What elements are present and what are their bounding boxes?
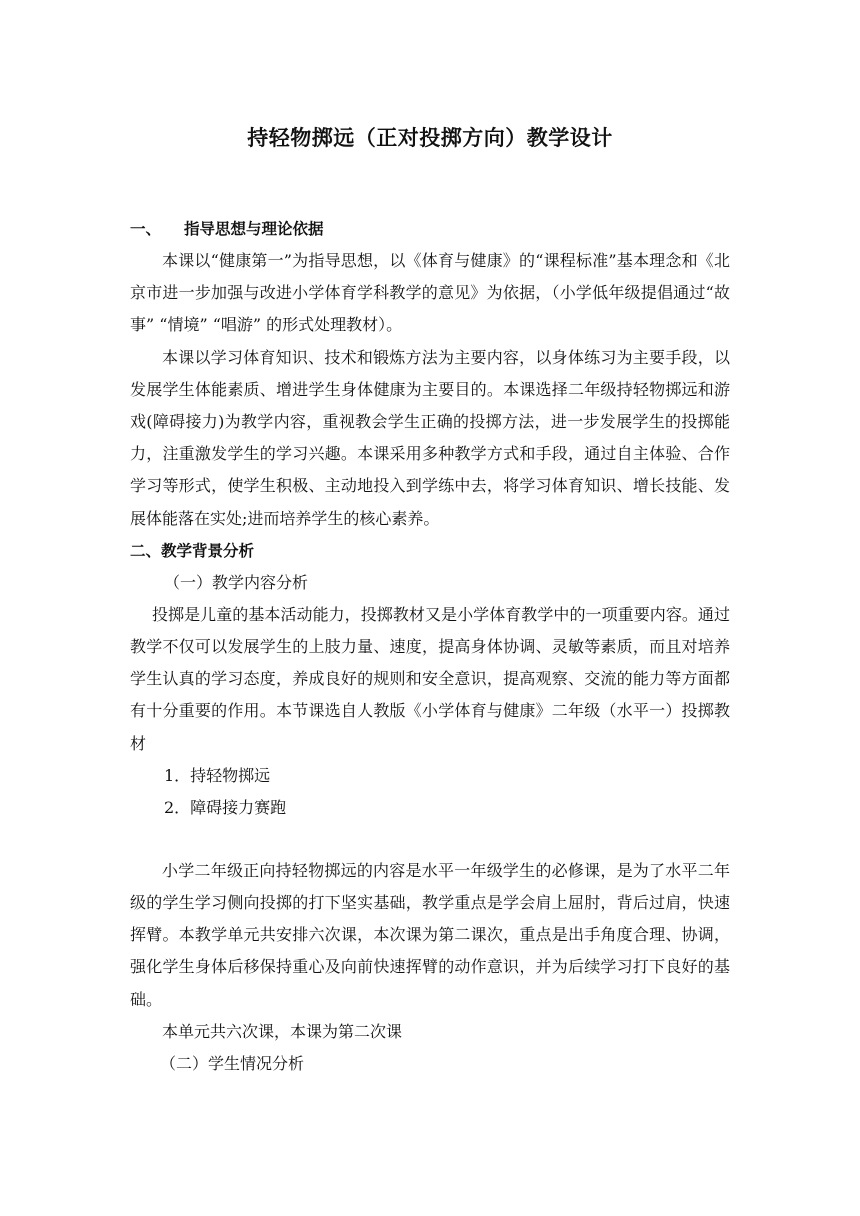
section-1-number: 一、 <box>130 220 162 238</box>
section-2-heading: 二、教学背景分析 <box>130 541 255 560</box>
document-title: 持轻物掷远（正对投掷方向）教学设计 <box>247 126 613 150</box>
paragraph-course-content: 本课以学习体育知识、技术和锻炼方法为主要内容，以身体练习为主要手段，以发展学生体能素质、增进学生身体健康为主要目的。本课选择二年级持轻物掷远和游戏(障碍接力)为教学内容，重视教会学生正确的投掷方法，进一步发展学生的投掷能力，注重激发学生的学习兴趣。本课采用多种教学方式和手段，通过自主体验、合作学习等形式，使学生积极、主动地投入到学练中去，将学习体育知识、增长技能、发展体能落在实处;进而培养学生的核心素养。 <box>130 347 730 528</box>
list-item-relay: 2．障碍接力赛跑 <box>164 797 287 817</box>
paragraph-unit-description: 小学二年级正向持轻物掷远的内容是水平一年级学生的必修课，是为了水平二年级的学生学习侧向投掷的打下坚实基础，教学重点是学会肩上屈肘，背后过肩，快速挥臂。本教学单元共安排六次课，本次课为第二课次，重点是出手角度合理、协调，强化学生身体后移保持重心及向前快速挥臂的动作意识，并为后续学习打下良好的基础。 <box>130 860 730 1009</box>
section-1-heading <box>130 213 730 245</box>
subsection-content-analysis: （一）教学内容分析 <box>164 572 309 592</box>
document-body <box>130 213 730 1080</box>
paragraph-throwing-analysis: 投掷是儿童的基本活动能力，投掷教材又是小学体育教学中的一项重要内容。通过教学不仅可以发展学生的上肢力量、速度，提高身体协调、灵敏等素质，而且对培养学生认真的学习态度，养成良好的规则和安全意识，提高观察、交流的能力等方面都有十分重要的作用。本节课选自人教版《小学体育与健康》二年级（水平一）投掷教材 <box>130 604 730 753</box>
subsection-student-analysis: （二）学生情况分析 <box>160 1053 305 1073</box>
section-1-title: 指导思想与理论依据 <box>184 220 324 238</box>
spacer <box>130 824 730 855</box>
paragraph-unit-note: 本单元共六次课，本课为第二次课 <box>162 1021 403 1041</box>
paragraph-guiding-thought: 本课以“健康第一”为指导思想，以《体育与健康》的“课程标准”基本理念和《北京市进一步加强与改进小学体育学科教学的意见》为依据，（小学低年级提倡通过“故事” “情境” “唱游” 的形式处理教材）。 <box>130 251 730 335</box>
list-item-throw: 1．持轻物掷远 <box>164 765 271 785</box>
